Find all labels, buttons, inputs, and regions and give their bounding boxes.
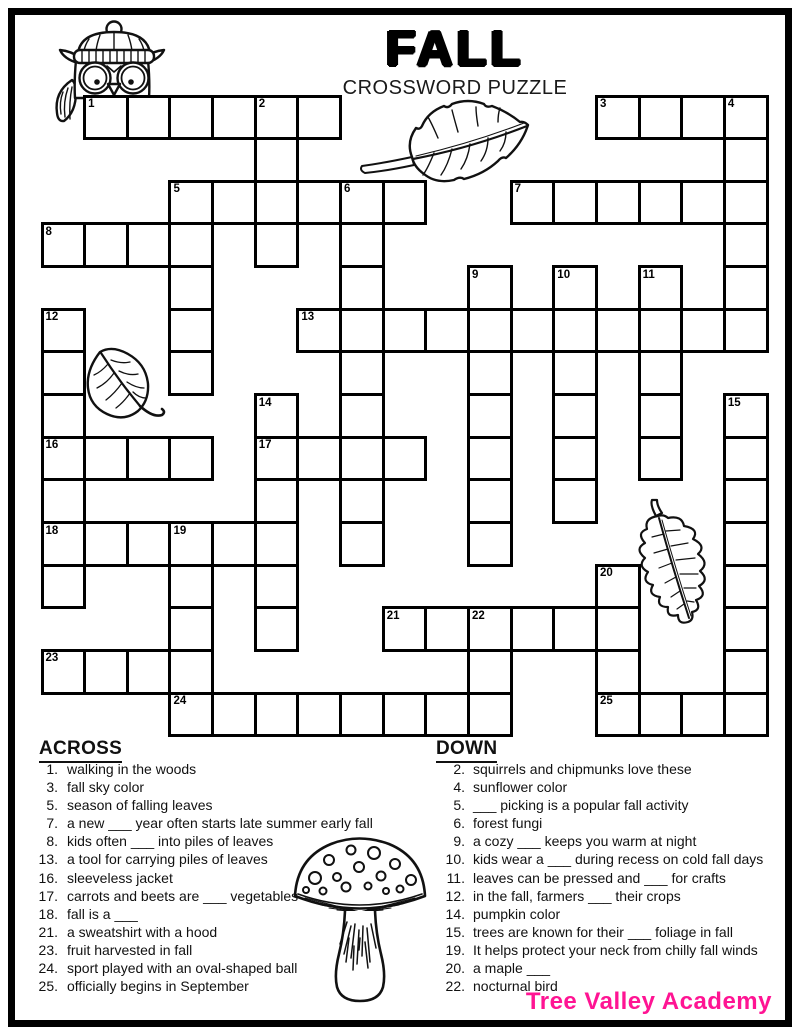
grid-cell[interactable] <box>510 308 556 354</box>
grid-cell-number: 5 <box>173 183 180 196</box>
clue-text: kids wear a ___ during recess on cold fall days <box>473 851 764 868</box>
grid-cell[interactable] <box>168 350 214 396</box>
grid-cell[interactable] <box>552 478 598 524</box>
grid-cell[interactable] <box>296 95 342 141</box>
grid-cell[interactable] <box>680 308 726 354</box>
grid-cell-number: 6 <box>344 183 351 196</box>
clue-number: 3. <box>46 779 58 796</box>
clue-text: nocturnal bird <box>473 978 558 995</box>
grid-cell-number: 19 <box>173 524 187 537</box>
grid-cell[interactable] <box>339 521 385 567</box>
grid-cell[interactable] <box>680 95 726 141</box>
grid-cell-number: 3 <box>599 98 607 110</box>
page-subtitle: CROSSWORD PUZZLE <box>342 77 568 100</box>
grid-cell-number: 15 <box>727 396 741 409</box>
crossword-grid <box>42 96 767 736</box>
grid-cell[interactable] <box>168 606 214 652</box>
grid-cell[interactable] <box>467 350 513 396</box>
clue-number: 19. <box>445 941 465 958</box>
clue-item <box>428 923 780 941</box>
clue-item <box>428 760 780 778</box>
grid-cell[interactable] <box>467 649 513 695</box>
grid-cell[interactable] <box>595 180 641 226</box>
grid-cell-number: 17 <box>258 439 272 452</box>
grid-cell[interactable] <box>41 393 87 439</box>
clue-number: 5. <box>46 797 58 814</box>
clue-item <box>30 832 398 850</box>
grid-cell[interactable] <box>638 95 684 141</box>
grid-cell[interactable] <box>723 436 769 482</box>
grid-cell[interactable] <box>723 222 769 268</box>
grid-cell[interactable] <box>211 521 257 567</box>
clue-text: a new ___ year often starts late summer early fall <box>67 815 373 832</box>
grid-cell[interactable] <box>595 649 641 695</box>
grid-cell[interactable] <box>638 393 684 439</box>
grid-cell[interactable] <box>296 692 342 738</box>
grid-cell-number: 22 <box>472 609 485 622</box>
clue-item <box>428 959 780 977</box>
grid-cell-number: 16 <box>45 439 59 452</box>
clue-number: 8. <box>46 833 58 850</box>
clue-text: trees are known for their ___ foliage in fall <box>473 923 733 940</box>
clue-number: 25. <box>38 978 58 995</box>
grid-cell[interactable] <box>339 350 385 396</box>
brand-logo-text: Tree Valley Academy <box>525 988 772 1015</box>
grid-cell[interactable] <box>638 692 684 738</box>
clue-text: season of falling leaves <box>67 797 213 814</box>
grid-cell[interactable] <box>552 393 598 439</box>
grid-cell[interactable] <box>552 180 598 226</box>
title-block <box>300 24 610 100</box>
clue-item <box>30 887 398 905</box>
grid-cell[interactable] <box>510 606 556 652</box>
clue-text: kids often ___ into piles of leaves <box>67 833 274 850</box>
grid-cell[interactable] <box>126 222 172 268</box>
clue-text: squirrels and chipmunks love these <box>473 761 692 777</box>
grid-cell[interactable] <box>382 308 428 354</box>
grid-cell[interactable] <box>680 180 726 226</box>
grid-cell[interactable] <box>467 393 513 439</box>
clue-number: 18. <box>38 905 58 922</box>
grid-cell[interactable] <box>723 692 769 738</box>
grid-cell[interactable] <box>424 606 470 652</box>
grid-cell[interactable] <box>723 478 769 524</box>
down-heading: DOWN <box>436 739 497 763</box>
clue-text: leaves can be pressed and ___ for crafts <box>473 869 726 886</box>
grid-cell[interactable] <box>254 222 300 268</box>
grid-cell[interactable] <box>382 692 428 738</box>
clue-item <box>30 850 398 868</box>
grid-cell[interactable] <box>211 95 257 141</box>
clue-number: 4. <box>453 779 465 796</box>
grid-cell-number: 9 <box>472 268 479 281</box>
grid-cell-number: 8 <box>45 225 52 238</box>
grid-cell[interactable] <box>467 692 513 738</box>
clue-text: It helps protect your neck from chilly fall winds <box>473 941 758 958</box>
grid-cell[interactable] <box>723 308 769 354</box>
clue-number: 6. <box>453 815 465 832</box>
clue-text: fruit harvested in fall <box>67 941 193 958</box>
clue-number: 14. <box>445 905 465 922</box>
clue-number: 17. <box>38 887 58 904</box>
grid-cell-number: 14 <box>258 396 272 409</box>
grid-cell[interactable] <box>168 222 214 268</box>
grid-cell[interactable] <box>83 436 129 482</box>
grid-cell[interactable] <box>41 564 87 610</box>
grid-cell[interactable] <box>168 308 214 354</box>
grid-cell[interactable] <box>424 692 470 738</box>
grid-cell[interactable] <box>680 692 726 738</box>
clue-number: 23. <box>38 941 58 958</box>
grid-cell[interactable] <box>339 393 385 439</box>
clue-text: in the fall, farmers ___ their crops <box>473 887 681 904</box>
grid-cell[interactable] <box>339 265 385 311</box>
grid-cell[interactable] <box>296 180 342 226</box>
clue-item <box>30 941 398 959</box>
clue-number: 13. <box>38 851 58 868</box>
grid-cell-number: 13 <box>301 311 315 324</box>
grid-cell-number: 12 <box>45 311 59 324</box>
clue-text: pumpkin color <box>473 905 561 922</box>
clue-text: walking in the woods <box>67 761 197 777</box>
grid-cell[interactable] <box>168 436 214 482</box>
grid-cell-number: 1 <box>88 98 95 110</box>
grid-cell[interactable] <box>83 649 129 695</box>
grid-cell[interactable] <box>723 521 769 567</box>
grid-cell[interactable] <box>552 350 598 396</box>
grid-cell-number: 7 <box>514 183 522 196</box>
clue-item <box>30 814 398 832</box>
grid-cell[interactable] <box>638 436 684 482</box>
grid-cell[interactable] <box>83 222 129 268</box>
grid-cell[interactable] <box>126 436 172 482</box>
grid-cell-number: 23 <box>45 652 59 665</box>
clue-item <box>428 778 780 796</box>
grid-cell[interactable] <box>467 436 513 482</box>
grid-cell[interactable] <box>211 692 257 738</box>
page-title: FALL <box>385 22 525 76</box>
clue-item <box>30 760 398 778</box>
grid-cell[interactable] <box>41 350 87 396</box>
grid-cell[interactable] <box>126 649 172 695</box>
clue-number: 1. <box>46 761 58 777</box>
clue-text: officially begins in September <box>67 978 249 995</box>
grid-cell[interactable] <box>595 308 641 354</box>
grid-cell[interactable] <box>168 564 214 610</box>
grid-cell[interactable] <box>723 649 769 695</box>
clue-text: fall is a ___ <box>67 905 138 922</box>
grid-cell[interactable] <box>254 521 300 567</box>
clue-number: 22. <box>445 978 465 995</box>
grid-cell[interactable] <box>211 180 257 226</box>
grid-cell[interactable] <box>382 436 428 482</box>
clue-item <box>428 850 780 868</box>
grid-cell[interactable] <box>339 478 385 524</box>
grid-cell[interactable] <box>339 308 385 354</box>
grid-cell[interactable] <box>168 95 214 141</box>
clue-item <box>30 869 398 887</box>
clue-text: a maple ___ <box>473 960 551 977</box>
clue-number: 16. <box>38 869 58 886</box>
grid-cell[interactable] <box>83 521 129 567</box>
clue-item <box>30 905 398 923</box>
grid-cell[interactable] <box>254 606 300 652</box>
grid-cell[interactable] <box>638 180 684 226</box>
clue-text: forest fungi <box>473 815 543 832</box>
grid-cell[interactable] <box>723 137 769 183</box>
grid-cell[interactable] <box>339 692 385 738</box>
clue-item <box>428 941 780 959</box>
grid-cell[interactable] <box>638 350 684 396</box>
grid-cell-number: 10 <box>557 268 571 281</box>
grid-cell[interactable] <box>424 308 470 354</box>
clue-item <box>428 832 780 850</box>
grid-cell[interactable] <box>723 265 769 311</box>
clue-item <box>428 887 780 905</box>
clue-item <box>428 905 780 923</box>
clue-item <box>30 778 398 796</box>
clue-text: ___ picking is a popular fall activity <box>473 797 689 814</box>
grid-cell[interactable] <box>467 521 513 567</box>
clue-number: 10. <box>445 851 465 868</box>
clue-item <box>30 796 398 814</box>
grid-cell[interactable] <box>552 436 598 482</box>
clue-number: 12. <box>445 887 465 904</box>
grid-cell[interactable] <box>168 649 214 695</box>
clue-item <box>30 959 398 977</box>
clue-text: a sweatshirt with a hood <box>67 923 218 940</box>
grid-cell[interactable] <box>126 521 172 567</box>
grid-cell[interactable] <box>638 308 684 354</box>
grid-cell[interactable] <box>382 180 428 226</box>
clue-text: carrots and beets are ___ vegetables <box>67 887 299 904</box>
grid-cell-number: 2 <box>258 98 266 110</box>
across-heading: ACROSS <box>39 739 122 763</box>
clue-number: 24. <box>38 960 58 977</box>
clue-text: sport played with an oval-shaped ball <box>67 960 298 977</box>
grid-cell[interactable] <box>296 436 342 482</box>
grid-cell[interactable] <box>467 478 513 524</box>
grid-cell[interactable] <box>254 692 300 738</box>
clue-number: 20. <box>445 960 465 977</box>
clue-item <box>428 814 780 832</box>
clue-number: 9. <box>453 833 465 850</box>
clue-item <box>428 869 780 887</box>
clue-number: 21. <box>38 923 58 940</box>
clue-text: a tool for carrying piles of leaves <box>67 851 268 868</box>
clue-text: sleeveless jacket <box>67 869 173 886</box>
grid-cell-number: 4 <box>727 98 735 110</box>
grid-cell[interactable] <box>254 137 300 183</box>
grid-cell-number: 11 <box>642 268 655 281</box>
clue-text: fall sky color <box>67 779 145 796</box>
clue-number: 2. <box>453 761 465 777</box>
grid-cell[interactable] <box>723 564 769 610</box>
clue-item <box>30 977 398 995</box>
clue-text: sunflower color <box>473 779 568 796</box>
clue-item <box>30 923 398 941</box>
grid-cell[interactable] <box>723 180 769 226</box>
grid-cell[interactable] <box>595 606 641 652</box>
down-clue-list <box>428 760 780 995</box>
grid-cell[interactable] <box>254 564 300 610</box>
grid-cell[interactable] <box>552 308 598 354</box>
clue-number: 5. <box>453 797 465 814</box>
clue-item <box>428 796 780 814</box>
grid-cell[interactable] <box>339 436 385 482</box>
grid-cell[interactable] <box>168 265 214 311</box>
grid-cell-number: 25 <box>599 695 613 708</box>
grid-cell[interactable] <box>552 606 598 652</box>
clue-number: 7. <box>46 815 58 832</box>
grid-cell[interactable] <box>467 308 513 354</box>
clue-number: 15. <box>445 923 465 940</box>
grid-cell-number: 21 <box>386 609 400 622</box>
grid-cell[interactable] <box>339 222 385 268</box>
grid-cell-number: 24 <box>173 695 187 708</box>
grid-cell[interactable] <box>41 478 87 524</box>
grid-cell-number: 20 <box>599 567 613 580</box>
across-clue-list <box>30 760 398 995</box>
grid-cell[interactable] <box>126 95 172 141</box>
grid-cell-number: 18 <box>45 524 59 537</box>
grid-cell[interactable] <box>723 606 769 652</box>
clue-number: 11. <box>446 869 465 886</box>
grid-cell[interactable] <box>254 478 300 524</box>
clue-text: a cozy ___ keeps you warm at night <box>473 833 697 850</box>
grid-cell[interactable] <box>254 180 300 226</box>
